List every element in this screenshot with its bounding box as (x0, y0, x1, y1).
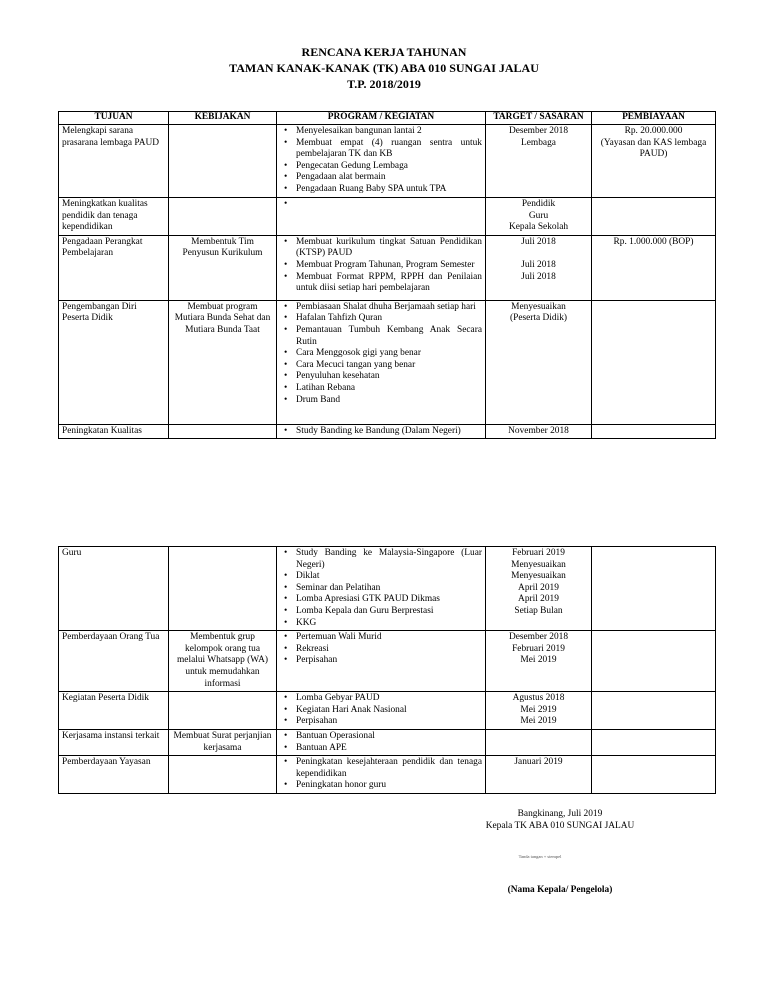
school-name: TAMAN KANAK-KANAK (TK) ABA 010 SUNGAI JALAU (229, 61, 539, 75)
cell-target: Desember 2018 Februari 2019 Mei 2019 (486, 631, 592, 692)
program-item: • Seminar dan Pelatihan (296, 583, 482, 595)
cell-kebijakan: Membuat Surat perjanjian kerjasama (169, 729, 277, 755)
program-item: • Pengadaan alat bermain (296, 172, 482, 184)
work-plan-table-1 (58, 111, 716, 439)
program-item: • Pertemuan Wali Murid (296, 632, 482, 644)
cell-tujuan: Pengembangan Diri Peserta Didik (59, 300, 169, 424)
program-item: • Perpisahan (296, 716, 482, 728)
cell-pembiayaan (592, 631, 716, 692)
program-item: • Menyelesaikan bangunan lantai 2 (296, 126, 482, 138)
school-year: T.P. 2018/2019 (347, 77, 421, 91)
cell-target: Agustus 2018 Mei 2919 Mei 2019 (486, 692, 592, 730)
cell-pembiayaan (592, 756, 716, 794)
program-item: • Lomba Apresiasi GTK PAUD Dikmas (296, 594, 482, 606)
program-list (280, 632, 482, 667)
program-item: • Lomba Gebyar PAUD (296, 693, 482, 705)
program-item: • Penyuluhan kesehatan (296, 371, 482, 383)
program-item: • Cara Menggosok gigi yang benar (296, 348, 482, 360)
cell-tujuan: Pemberdayaan Yayasan (59, 756, 169, 794)
cell-program (277, 547, 486, 631)
cell-target (486, 729, 592, 755)
signature-name: (Nama Kepala/ Pengelola) (507, 885, 613, 895)
cell-tujuan: Melengkapi sarana prasarana lembaga PAUD (59, 125, 169, 198)
cell-kebijakan (169, 198, 277, 236)
program-item: • Hafalan Tahfizh Quran (296, 313, 482, 325)
cell-program (277, 198, 486, 236)
program-item: • Membuat kurikulum tingkat Satuan Pendidikan (KTSP) PAUD (296, 237, 482, 260)
cell-program (277, 692, 486, 730)
cell-pembiayaan (592, 300, 716, 424)
table-row (59, 424, 716, 439)
signature-position: Kepala TK ABA 010 SUNGAI JALAU (485, 821, 635, 831)
cell-pembiayaan (592, 424, 716, 439)
program-item (296, 199, 482, 211)
program-item: • Peningkatan kesejahteraan pendidik dan tenaga kependidikan (296, 757, 482, 780)
program-item: • Membuat empat (4) ruangan sentra untuk pembelajaran TK dan KB (296, 138, 482, 161)
cell-kebijakan: Membentuk Tim Penyusun Kurikulum (169, 235, 277, 300)
program-item: • Peningkatan honor guru (296, 780, 482, 792)
table-row (59, 547, 716, 631)
cell-program (277, 235, 486, 300)
cell-pembiayaan: Rp. 1.000.000 (BOP) (592, 235, 716, 300)
signature-place-date: Bangkinang, Juli 2019 (517, 809, 603, 819)
cell-kebijakan (169, 424, 277, 439)
cell-pembiayaan (592, 547, 716, 631)
cell-kebijakan (169, 547, 277, 631)
table-row (59, 125, 716, 198)
cell-tujuan: Meningkatkan kualitas pendidik dan tenaga kependidikan (59, 198, 169, 236)
program-item: • Membuat Format RPPM, RPPH dan Penilaian untuk diisi setiap hari pembelajaran (296, 272, 482, 295)
cell-tujuan: Kerjasama instansi terkait (59, 729, 169, 755)
program-item: • Perpisahan (296, 655, 482, 667)
program-list (280, 731, 482, 754)
program-item: • Drum Band (296, 395, 482, 407)
cell-tujuan: Kegiatan Peserta Didik (59, 692, 169, 730)
program-list (280, 548, 482, 629)
table-row (59, 300, 716, 424)
program-item: • Cara Mecuci tangan yang benar (296, 360, 482, 372)
cell-tujuan: Guru (59, 547, 169, 631)
program-list (280, 693, 482, 728)
cell-program (277, 729, 486, 755)
program-item: • Study Banding ke Malaysia-Singapore (Luar Negeri) (296, 548, 482, 571)
cell-target: Februari 2019 Menyesuaikan Menyesuaikan April 2019 April 2019 Setiap Bulan (486, 547, 592, 631)
table-row (59, 692, 716, 730)
cell-target: November 2018 (486, 424, 592, 439)
cell-tujuan: Peningkatan Kualitas (59, 424, 169, 439)
program-item: • Bantuan Operasional (296, 731, 482, 743)
cell-program (277, 756, 486, 794)
col-pembiayaan: PEMBIAYAAN (592, 112, 716, 125)
cell-kebijakan: Membuat program Mutiara Bunda Sehat dan Mutiara Bunda Taat (169, 300, 277, 424)
stamp-note: Tanda tangan + stempel (518, 854, 562, 859)
cell-program (277, 424, 486, 439)
program-item: • Kegiatan Hari Anak Nasional (296, 705, 482, 717)
program-list (280, 237, 482, 295)
cell-target: Menyesuaikan (Peserta Didik) (486, 300, 592, 424)
cell-pembiayaan (592, 729, 716, 755)
program-item: • Membuat Program Tahunan, Program Semester (296, 260, 482, 272)
table-header-row (59, 112, 716, 125)
table-row (59, 756, 716, 794)
program-item: • Rekreasi (296, 644, 482, 656)
cell-pembiayaan (592, 692, 716, 730)
cell-program (277, 125, 486, 198)
program-item: • Pembiasaan Shalat dhuha Berjamaah setiap hari (296, 302, 482, 314)
cell-tujuan: Pemberdayaan Orang Tua (59, 631, 169, 692)
program-list (280, 199, 482, 211)
cell-target: Pendidik Guru Kepala Sekolah (486, 198, 592, 236)
cell-program (277, 631, 486, 692)
col-program: PROGRAM / KEGIATAN (277, 112, 486, 125)
cell-target: Juli 2018 Juli 2018 Juli 2018 (486, 235, 592, 300)
table-row (59, 235, 716, 300)
program-item: • Pengadaan Ruang Baby SPA untuk TPA (296, 184, 482, 196)
program-item: • Pengecatan Gedung Lembaga (296, 161, 482, 173)
cell-pembiayaan: Rp. 20.000.000 (Yayasan dan KAS lembaga PAUD) (592, 125, 716, 198)
program-item: • Lomba Kepala dan Guru Berprestasi (296, 606, 482, 618)
table-row (59, 631, 716, 692)
cell-kebijakan (169, 756, 277, 794)
cell-target: Desember 2018 Lembaga (486, 125, 592, 198)
cell-target: Januari 2019 (486, 756, 592, 794)
program-list (280, 757, 482, 792)
program-item: • Diklat (296, 571, 482, 583)
program-item: • Pemantauan Tumbuh Kembang Anak Secara Rutin (296, 325, 482, 348)
col-target: TARGET / SASARAN (486, 112, 592, 125)
cell-pembiayaan (592, 198, 716, 236)
program-item: • Latihan Rebana (296, 383, 482, 395)
cell-tujuan: Pengadaan Perangkat Pembelajaran (59, 235, 169, 300)
table-row (59, 729, 716, 755)
cell-kebijakan (169, 692, 277, 730)
cell-kebijakan: Membentuk grup kelompok orang tua melalui Whatsapp (WA) untuk memudahkan informasi (169, 631, 277, 692)
cell-program (277, 300, 486, 424)
program-list (280, 426, 482, 438)
col-kebijakan: KEBIJAKAN (169, 112, 277, 125)
table-row (59, 198, 716, 236)
program-list (280, 302, 482, 406)
program-list (280, 126, 482, 196)
work-plan-table-2 (58, 546, 716, 794)
program-item: • Bantuan APE (296, 743, 482, 755)
program-item: • Study Banding ke Bandung (Dalam Negeri) (296, 426, 482, 438)
doc-title: RENCANA KERJA TAHUNAN (301, 45, 467, 59)
cell-kebijakan (169, 125, 277, 198)
program-item: • KKG (296, 618, 482, 630)
col-tujuan: TUJUAN (59, 112, 169, 125)
